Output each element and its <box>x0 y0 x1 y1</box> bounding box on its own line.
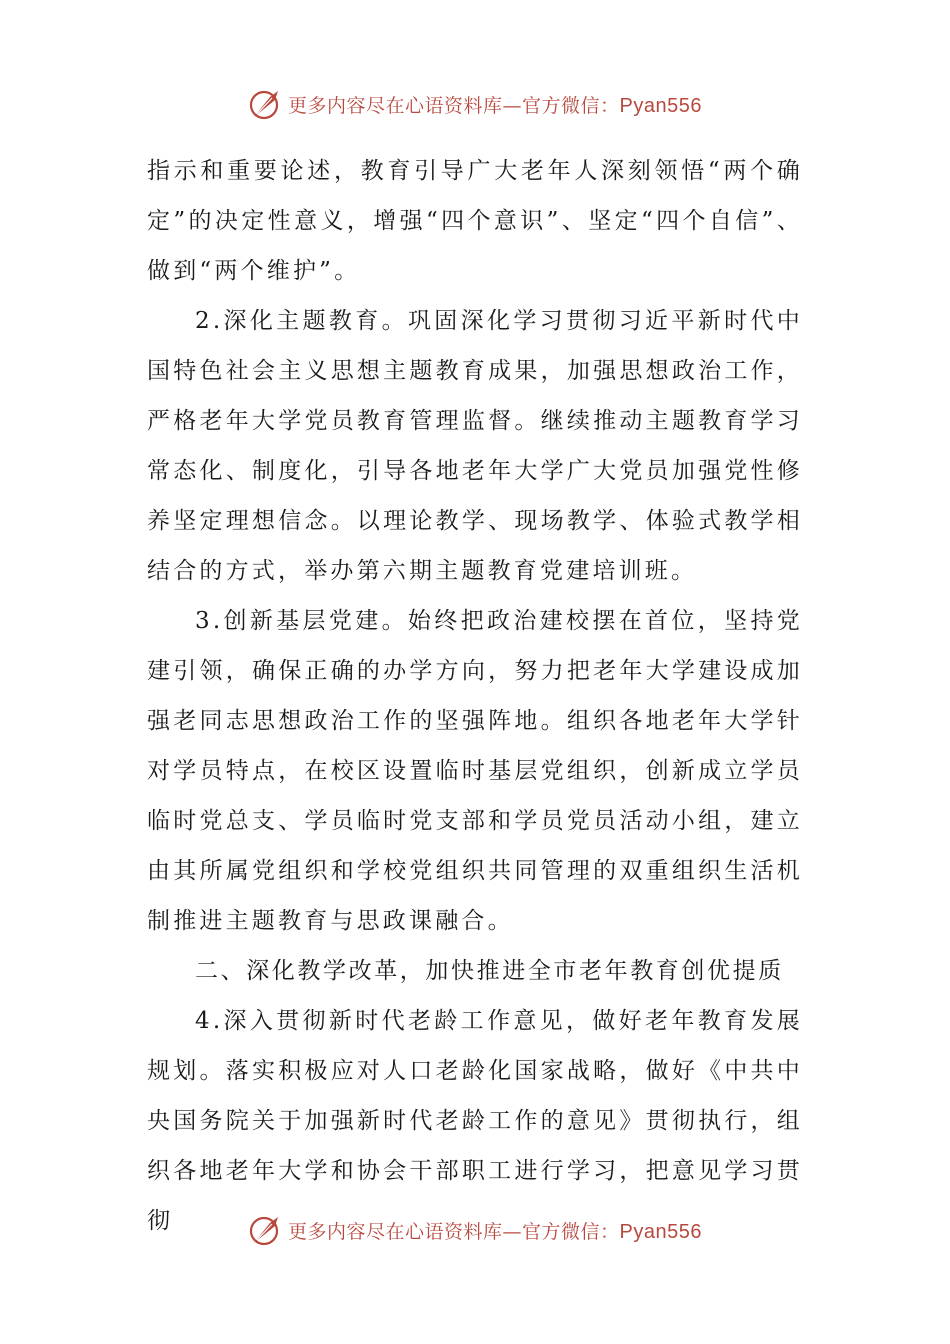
quill-pen-seal-icon <box>248 87 284 121</box>
banner-text: 更多内容尽在心语资料库—官方微信：Pyan556 <box>288 94 702 117</box>
quill-pen-seal-icon <box>248 1213 284 1247</box>
footer-watermark-banner <box>0 1210 950 1250</box>
paragraph-item-3: 3.创新基层党建。始终把政治建校摆在首位，坚持党建引领，确保正确的办学方向，努力把老年大学建设成加强老同志思想政治工作的坚强阵地。组织各地老年大学针对学员特点，在校区设置临时基层党组织，创新成立学员临时党总支、学员临时党支部和学员党员活动小组，建立由其所属党组织和学校党组织共同管理的双重组织生活机制推进主题教育与思政课融合。 <box>147 608 803 934</box>
paragraph-item-4: 4.深入贯彻新时代老龄工作意见，做好老年教育发展规划。落实积极应对人口老龄化国家战略，做好《中共中央国务院关于加强新时代老龄工作的意见》贯彻执行，组织各地老年大学和协会干部职工进行学习，把意见学习贯彻 <box>147 1008 803 1234</box>
banner-text: 更多内容尽在心语资料库—官方微信：Pyan556 <box>288 1220 702 1243</box>
document-body <box>147 146 803 1246</box>
paragraph-item-2: 2.深化主题教育。巩固深化学习贯彻习近平新时代中国特色社会主义思想主题教育成果，加强思想政治工作，严格老年大学党员教育管理监督。继续推动主题教育学习常态化、制度化，引导各地老年大学广大党员加强党性修养坚定理想信念。以理论教学、现场教学、体验式教学相结合的方式，举办第六期主题教育党建培训班。 <box>147 308 803 584</box>
wechat-id: Pyan556 <box>619 1220 702 1243</box>
header-watermark-banner <box>0 84 950 124</box>
section-heading-2: 二、深化教学改革，加快推进全市老年教育创优提质 <box>195 958 784 984</box>
paragraph-continuation: 指示和重要论述，教育引导广大老年人深刻领悟“两个确定”的决定性意义，增强“四个意识”、坚定“四个自信”、做到“两个维护”。 <box>147 158 803 284</box>
wechat-id: Pyan556 <box>619 94 702 117</box>
